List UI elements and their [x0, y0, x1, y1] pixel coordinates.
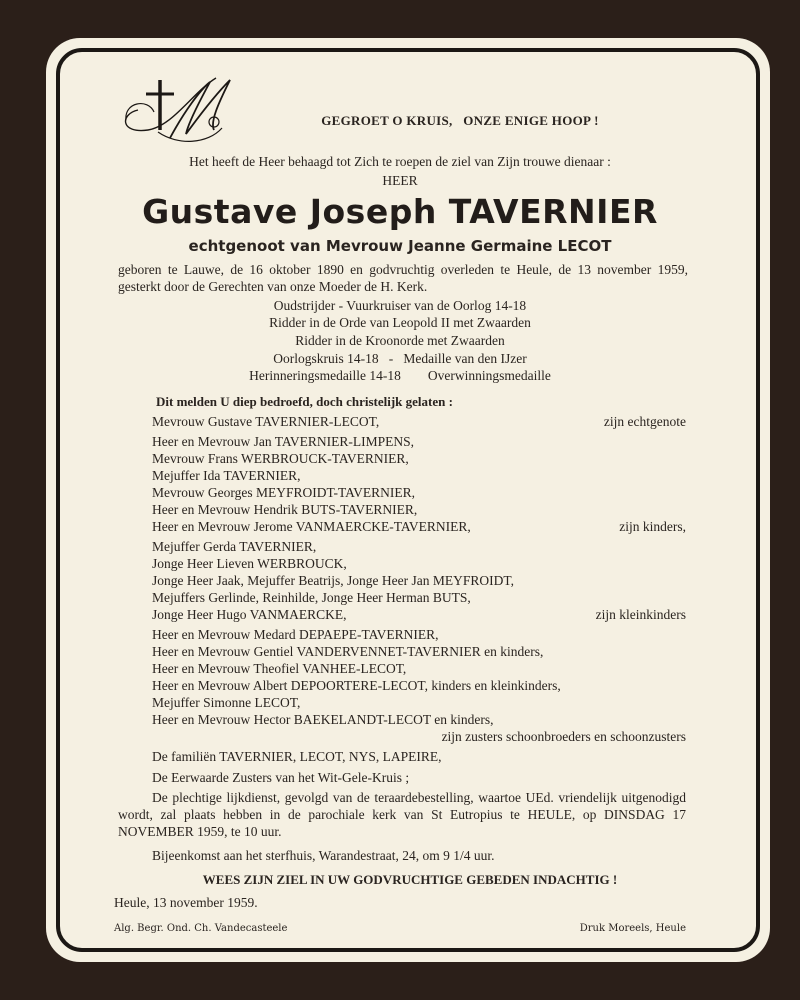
- relatives-list: [152, 393, 686, 786]
- announce-text: Dit melden U diep bedroefd, doch christelijk gelaten :: [156, 394, 453, 409]
- honor-line: Oudstrijder - Vuurkruiser van de Oorlog 14-18: [273, 298, 527, 313]
- relative-name: Heer en Mevrouw Jan TAVERNIER-LIMPENS,: [152, 434, 415, 449]
- relation-label: zijn kinders,: [619, 519, 686, 534]
- relative-name: Jonge Heer Hugo VANMAERCKE,: [152, 607, 347, 622]
- relative-name: Mejuffers Gerlinde, Reinhilde, Jonge Heer Herman BUTS,: [152, 590, 471, 605]
- relation-label: zijn zusters schoonbroeders en schoonzusters: [441, 729, 686, 744]
- honor-line: Herinneringsmedaille 14-18 Overwinningsmedaille: [249, 368, 551, 383]
- relative-name: Heer en Mevrouw Theofiel VANHEE-LECOT,: [152, 661, 407, 676]
- relation-label: zijn echtgenote: [603, 414, 686, 429]
- title-prefix: HEER: [382, 173, 418, 188]
- relative-row: [152, 589, 686, 606]
- relative-name: Jonge Heer Jaak, Mejuffer Beatrijs, Jonge Heer Jan MEYFROIDT,: [152, 573, 515, 588]
- honor-line: Ridder in de Kroonorde met Zwaarden: [295, 333, 505, 348]
- relative-name: Heer en Mevrouw Jerome VANMAERCKE-TAVERNIER,: [152, 519, 471, 534]
- relative-row: [152, 643, 686, 660]
- others-line: De familiën TAVERNIER, LECOT, NYS, LAPEIRE,: [152, 749, 442, 764]
- gathering-text: Bijeenkomst aan het sterfhuis, Warandestraat, 24, om 9 1/4 uur.: [152, 848, 495, 863]
- relative-name: Heer en Mevrouw Hendrik BUTS-TAVERNIER,: [152, 502, 418, 517]
- place-date: Heule, 13 november 1959.: [114, 895, 258, 910]
- prayer-text: WEES ZIJN ZIEL IN UW GODVRUCHTIGE GEBEDEN INDACHTIG !: [202, 872, 618, 887]
- funeral-text: De plechtige lijkdienst, gevolgd van de teraardebestelling, waartoe UEd. vriendelijk uitgenodigd wordt, zal plaats hebben in de parochiale kerk van St Eutropius te HEULE, op DINSDAG 17 NOVEMBER 1959, te 10 uur.: [118, 790, 686, 839]
- relative-row: [152, 450, 686, 467]
- relative-name: Heer en Mevrouw Albert DEPOORTERE-LECOT, kinders en kleinkinders,: [152, 678, 561, 693]
- relative-row: [152, 467, 686, 484]
- relative-row: [152, 728, 686, 745]
- printer-credit: Druk Moreels, Heule: [579, 923, 686, 934]
- relative-row: [152, 606, 686, 623]
- deceased-name: Gustave Joseph TAVERNIER: [142, 192, 658, 231]
- motto: GEGROET O KRUIS, ONZE ENIGE HOOP !: [321, 113, 599, 128]
- relative-name: Heer en Mevrouw Medard DEPAEPE-TAVERNIER,: [152, 627, 439, 642]
- relative-row: [152, 660, 686, 677]
- relative-name: Mevrouw Frans WERBROUCK-TAVERNIER,: [152, 451, 409, 466]
- relative-row: [152, 555, 686, 572]
- relative-name: Mejuffer Ida TAVERNIER,: [152, 468, 301, 483]
- others-line: De Eerwaarde Zusters van het Wit-Gele-Kruis ;: [152, 770, 410, 785]
- relative-name: Mejuffer Simonne LECOT,: [152, 695, 301, 710]
- spouse-line: echtgenoot van Mevrouw Jeanne Germaine LECOT: [188, 237, 612, 255]
- relation-label: zijn kleinkinders: [595, 607, 686, 622]
- birth-death-text: geboren te Lauwe, de 16 oktober 1890 en godvruchtig overleden te Heule, de 13 november 1959, gesterkt door de Gerechten van onze Moeder de H. Kerk.: [118, 262, 688, 294]
- undertaker-credit: Alg. Begr. Ond. Ch. Vandecasteele: [114, 923, 288, 934]
- relative-row: [152, 413, 686, 430]
- relative-row: [152, 501, 686, 518]
- relative-name: Heer en Mevrouw Gentiel VANDERVENNET-TAVERNIER en kinders,: [152, 644, 544, 659]
- relative-name: Heer en Mevrouw Hector BAEKELANDT-LECOT en kinders,: [152, 712, 494, 727]
- intro-text: Het heeft de Heer behaagd tot Zich te roepen de ziel van Zijn trouwe dienaar :: [189, 154, 611, 169]
- relative-name: Mevrouw Georges MEYFROIDT-TAVERNIER,: [152, 485, 416, 500]
- relative-row: [152, 711, 686, 728]
- relative-name: Mejuffer Gerda TAVERNIER,: [152, 539, 317, 554]
- relative-name: Mevrouw Gustave TAVERNIER-LECOT,: [152, 414, 380, 429]
- relative-row: [152, 484, 686, 501]
- cross-monogram-icon: [118, 72, 248, 152]
- relative-row: [152, 433, 686, 450]
- honor-line: Oorlogskruis 14-18 - Medaille van den IJzer: [273, 351, 527, 366]
- relative-row: [152, 572, 686, 589]
- relative-row: [152, 626, 686, 643]
- relative-row: [152, 677, 686, 694]
- relative-row: [152, 538, 686, 555]
- honor-line: Ridder in de Orde van Leopold II met Zwaarden: [269, 315, 531, 330]
- relative-name: Jonge Heer Lieven WERBROUCK,: [152, 556, 347, 571]
- relative-row: [152, 518, 686, 535]
- relative-row: [152, 694, 686, 711]
